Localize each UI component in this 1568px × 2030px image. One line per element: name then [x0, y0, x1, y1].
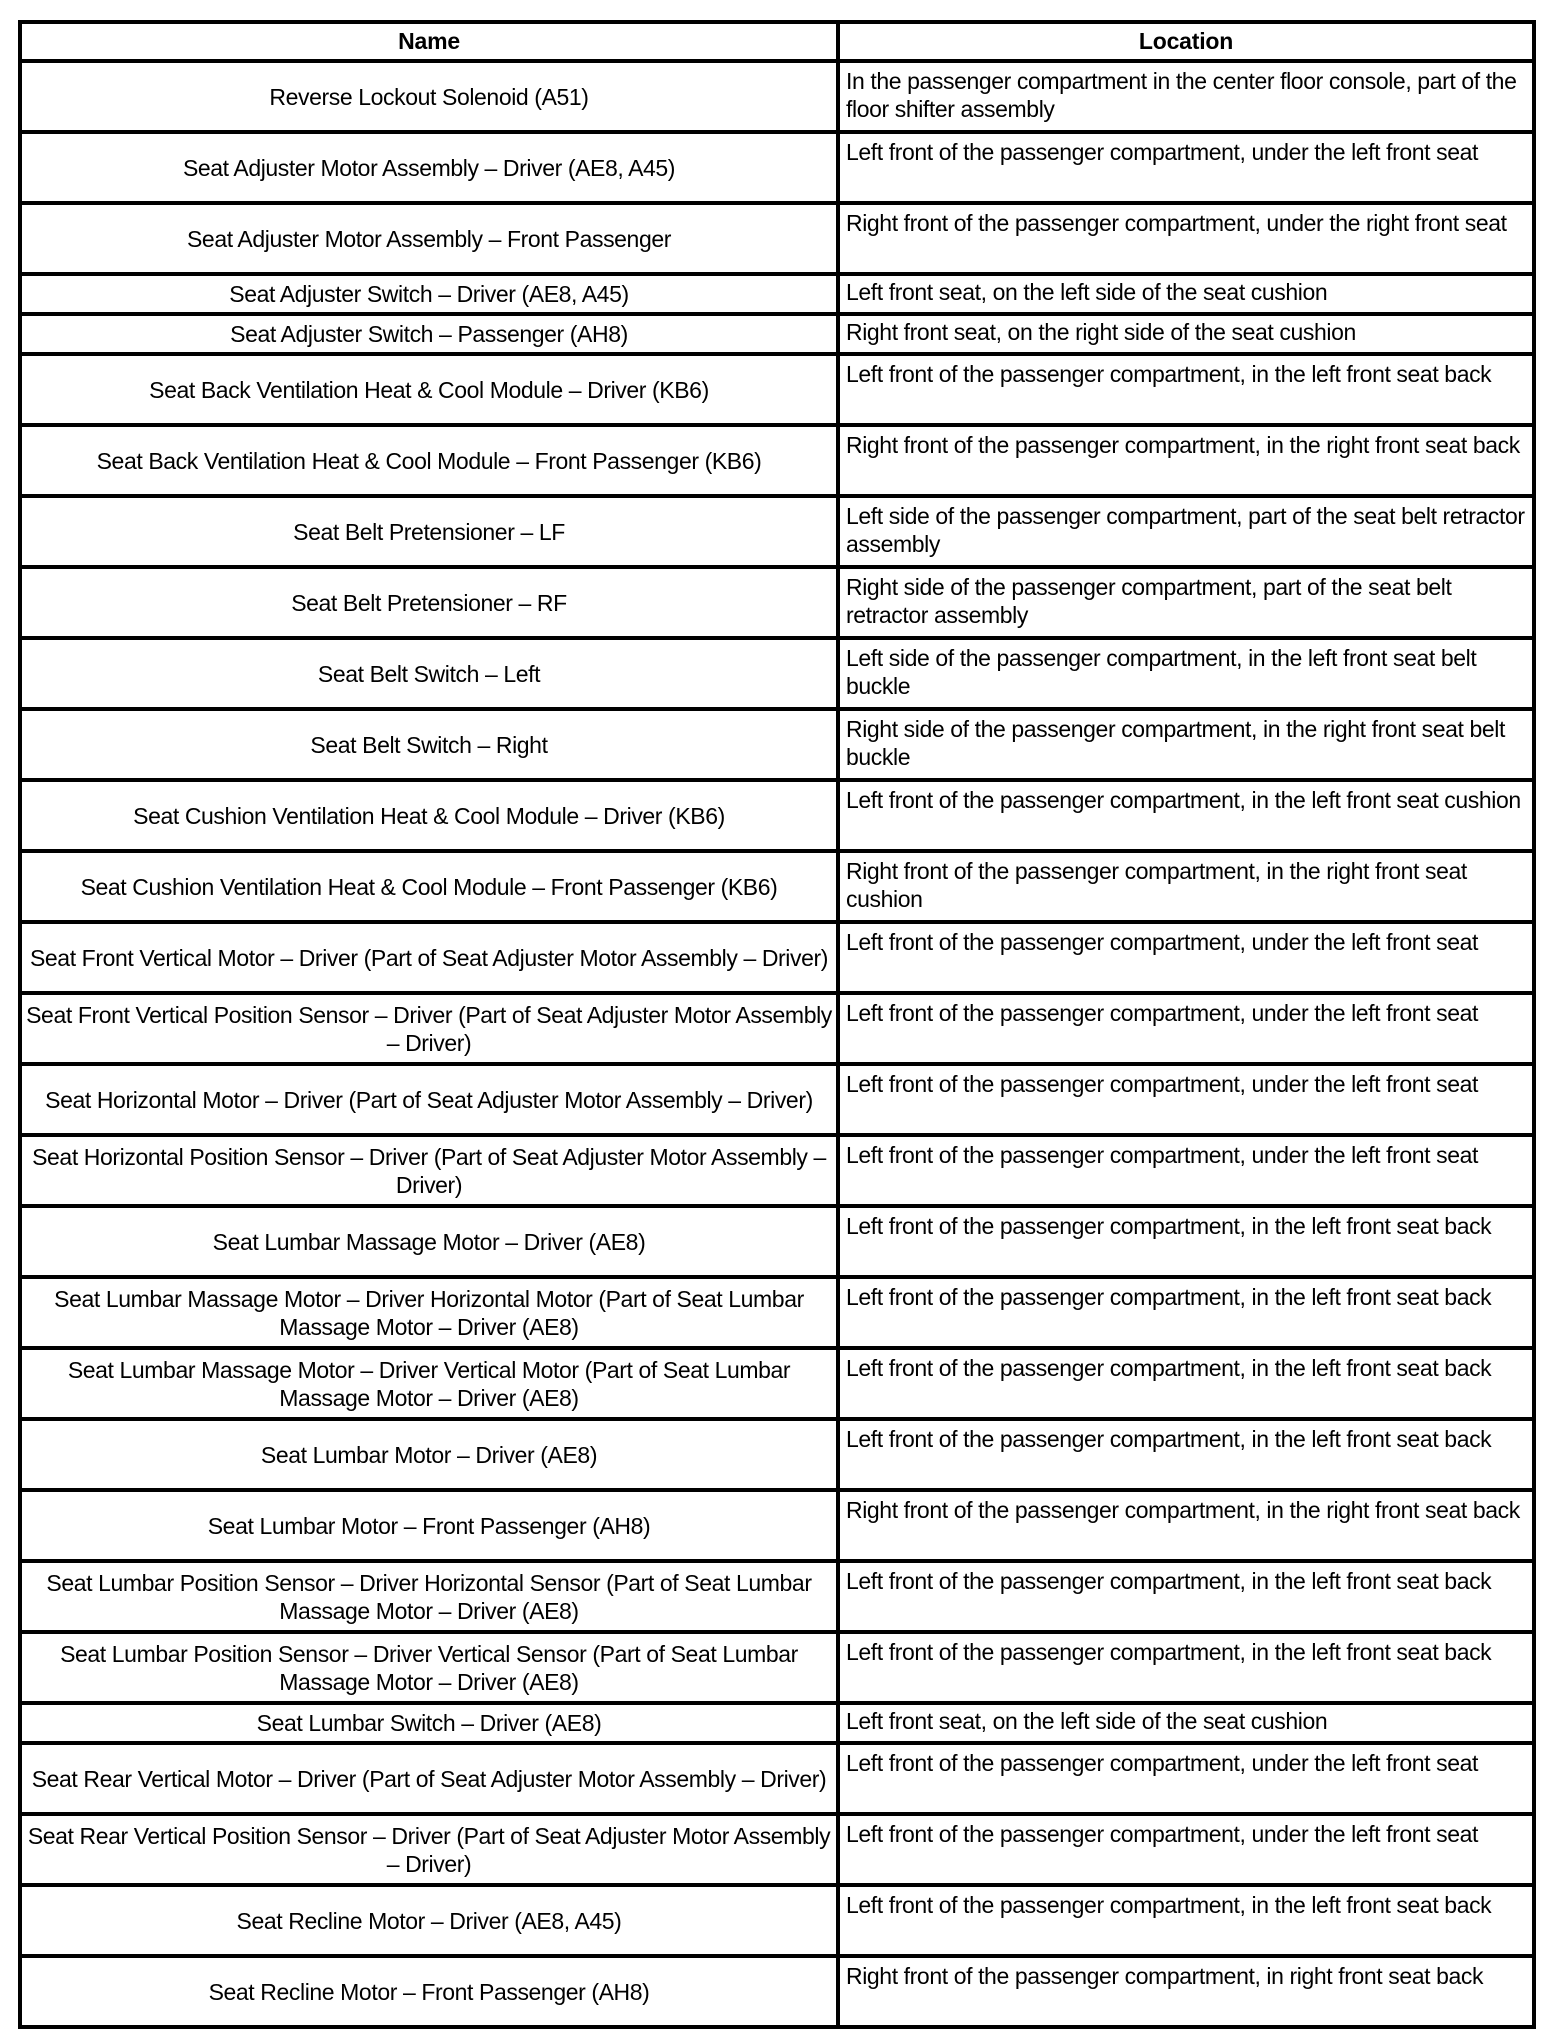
component-name-cell: Seat Lumbar Switch – Driver (AE8): [20, 1703, 838, 1743]
component-name-cell: Seat Belt Pretensioner – RF: [20, 567, 838, 638]
table-row: [20, 132, 1534, 203]
component-location-cell: Left front seat, on the left side of the seat cushion: [838, 274, 1534, 314]
table-row: [20, 1135, 1534, 1206]
component-name-cell: Seat Cushion Ventilation Heat & Cool Module – Driver (KB6): [20, 780, 838, 851]
table-row: [20, 496, 1534, 567]
component-location-cell: Left front of the passenger compartment, in the left front seat back: [838, 1277, 1534, 1348]
component-name-cell: Seat Adjuster Motor Assembly – Front Passenger: [20, 203, 838, 274]
component-location-cell: Left front of the passenger compartment, under the left front seat: [838, 993, 1534, 1064]
component-name-cell: Seat Belt Pretensioner – LF: [20, 496, 838, 567]
table-row: [20, 1814, 1534, 1885]
component-name-cell: Seat Recline Motor – Driver (AE8, A45): [20, 1885, 838, 1956]
table-row: [20, 709, 1534, 780]
component-location-cell: Left front of the passenger compartment, in the left front seat back: [838, 1419, 1534, 1490]
table-row: [20, 922, 1534, 993]
component-name-cell: Reverse Lockout Solenoid (A51): [20, 61, 838, 132]
table-row: [20, 851, 1534, 922]
component-name-cell: Seat Front Vertical Motor – Driver (Part of Seat Adjuster Motor Assembly – Driver): [20, 922, 838, 993]
component-name-cell: Seat Belt Switch – Right: [20, 709, 838, 780]
table-row: [20, 1632, 1534, 1703]
table-row: [20, 1490, 1534, 1561]
table-row: [20, 780, 1534, 851]
component-location-cell: Left front of the passenger compartment, in the left front seat back: [838, 1561, 1534, 1632]
component-location-cell: Right side of the passenger compartment, in the right front seat belt buckle: [838, 709, 1534, 780]
component-name-cell: Seat Adjuster Motor Assembly – Driver (AE8, A45): [20, 132, 838, 203]
table-row: [20, 274, 1534, 314]
component-location-table: [18, 20, 1536, 2029]
component-location-cell: Left front of the passenger compartment, in the left front seat cushion: [838, 780, 1534, 851]
table-row: [20, 425, 1534, 496]
component-location-cell: Left side of the passenger compartment, part of the seat belt retractor assembly: [838, 496, 1534, 567]
table-row: [20, 1348, 1534, 1419]
table-header-row: [20, 22, 1534, 61]
table-row: [20, 1419, 1534, 1490]
table-row: [20, 1277, 1534, 1348]
component-name-cell: Seat Belt Switch – Left: [20, 638, 838, 709]
component-name-cell: Seat Adjuster Switch – Passenger (AH8): [20, 314, 838, 354]
component-location-cell: Right front of the passenger compartment, under the right front seat: [838, 203, 1534, 274]
component-location-cell: Left side of the passenger compartment, in the left front seat belt buckle: [838, 638, 1534, 709]
component-location-cell: In the passenger compartment in the center floor console, part of the floor shifter assembly: [838, 61, 1534, 132]
table-row: [20, 61, 1534, 132]
component-location-cell: Left front of the passenger compartment, in the left front seat back: [838, 1885, 1534, 1956]
component-name-cell: Seat Horizontal Motor – Driver (Part of Seat Adjuster Motor Assembly – Driver): [20, 1064, 838, 1135]
component-name-cell: Seat Rear Vertical Position Sensor – Driver (Part of Seat Adjuster Motor Assembly – Driver): [20, 1814, 838, 1885]
component-location-cell: Right front of the passenger compartment, in the right front seat back: [838, 425, 1534, 496]
component-location-cell: Left front of the passenger compartment, in the left front seat back: [838, 1632, 1534, 1703]
component-name-cell: Seat Back Ventilation Heat & Cool Module – Driver (KB6): [20, 354, 838, 425]
table-row: [20, 1206, 1534, 1277]
component-name-cell: Seat Lumbar Motor – Front Passenger (AH8): [20, 1490, 838, 1561]
component-name-cell: Seat Horizontal Position Sensor – Driver (Part of Seat Adjuster Motor Assembly – Driver): [20, 1135, 838, 1206]
table-row: [20, 1885, 1534, 1956]
component-location-cell: Right front seat, on the right side of the seat cushion: [838, 314, 1534, 354]
component-name-cell: Seat Lumbar Motor – Driver (AE8): [20, 1419, 838, 1490]
component-name-cell: Seat Lumbar Massage Motor – Driver Vertical Motor (Part of Seat Lumbar Massage Motor – Driver (AE8): [20, 1348, 838, 1419]
component-location-cell: Left front of the passenger compartment, under the left front seat: [838, 1814, 1534, 1885]
table-row: [20, 1703, 1534, 1743]
table-row: [20, 1743, 1534, 1814]
component-name-cell: Seat Front Vertical Position Sensor – Driver (Part of Seat Adjuster Motor Assembly – Driver): [20, 993, 838, 1064]
component-location-cell: Right front of the passenger compartment, in right front seat back: [838, 1956, 1534, 2027]
component-name-cell: Seat Cushion Ventilation Heat & Cool Module – Front Passenger (KB6): [20, 851, 838, 922]
component-name-cell: Seat Back Ventilation Heat & Cool Module – Front Passenger (KB6): [20, 425, 838, 496]
component-name-cell: Seat Lumbar Position Sensor – Driver Horizontal Sensor (Part of Seat Lumbar Massage Motor – Driver (AE8): [20, 1561, 838, 1632]
component-location-cell: Right front of the passenger compartment, in the right front seat back: [838, 1490, 1534, 1561]
table-row: [20, 203, 1534, 274]
column-header-location: Location: [838, 22, 1534, 61]
table-row: [20, 638, 1534, 709]
component-name-cell: Seat Adjuster Switch – Driver (AE8, A45): [20, 274, 838, 314]
table-row: [20, 993, 1534, 1064]
component-location-cell: Left front of the passenger compartment, under the left front seat: [838, 1743, 1534, 1814]
component-location-cell: Left front of the passenger compartment, under the left front seat: [838, 132, 1534, 203]
table-row: [20, 1956, 1534, 2027]
component-name-cell: Seat Lumbar Position Sensor – Driver Vertical Sensor (Part of Seat Lumbar Massage Motor – Driver (AE8): [20, 1632, 838, 1703]
table-row: [20, 314, 1534, 354]
component-location-cell: Left front of the passenger compartment, under the left front seat: [838, 1064, 1534, 1135]
component-name-cell: Seat Lumbar Massage Motor – Driver Horizontal Motor (Part of Seat Lumbar Massage Motor – Driver (AE8): [20, 1277, 838, 1348]
component-name-cell: Seat Lumbar Massage Motor – Driver (AE8): [20, 1206, 838, 1277]
component-name-cell: Seat Recline Motor – Front Passenger (AH8): [20, 1956, 838, 2027]
component-location-cell: Left front of the passenger compartment, in the left front seat back: [838, 1206, 1534, 1277]
column-header-name: Name: [20, 22, 838, 61]
component-location-cell: Right front of the passenger compartment, in the right front seat cushion: [838, 851, 1534, 922]
component-location-cell: Left front of the passenger compartment, in the left front seat back: [838, 1348, 1534, 1419]
component-location-cell: Left front of the passenger compartment, under the left front seat: [838, 922, 1534, 993]
table-row: [20, 1064, 1534, 1135]
table-body: [20, 61, 1534, 2027]
component-name-cell: Seat Rear Vertical Motor – Driver (Part of Seat Adjuster Motor Assembly – Driver): [20, 1743, 838, 1814]
table-row: [20, 567, 1534, 638]
component-location-cell: Left front seat, on the left side of the seat cushion: [838, 1703, 1534, 1743]
table-row: [20, 354, 1534, 425]
component-location-cell: Right side of the passenger compartment, part of the seat belt retractor assembly: [838, 567, 1534, 638]
table-row: [20, 1561, 1534, 1632]
component-location-cell: Left front of the passenger compartment, in the left front seat back: [838, 354, 1534, 425]
component-location-cell: Left front of the passenger compartment, under the left front seat: [838, 1135, 1534, 1206]
